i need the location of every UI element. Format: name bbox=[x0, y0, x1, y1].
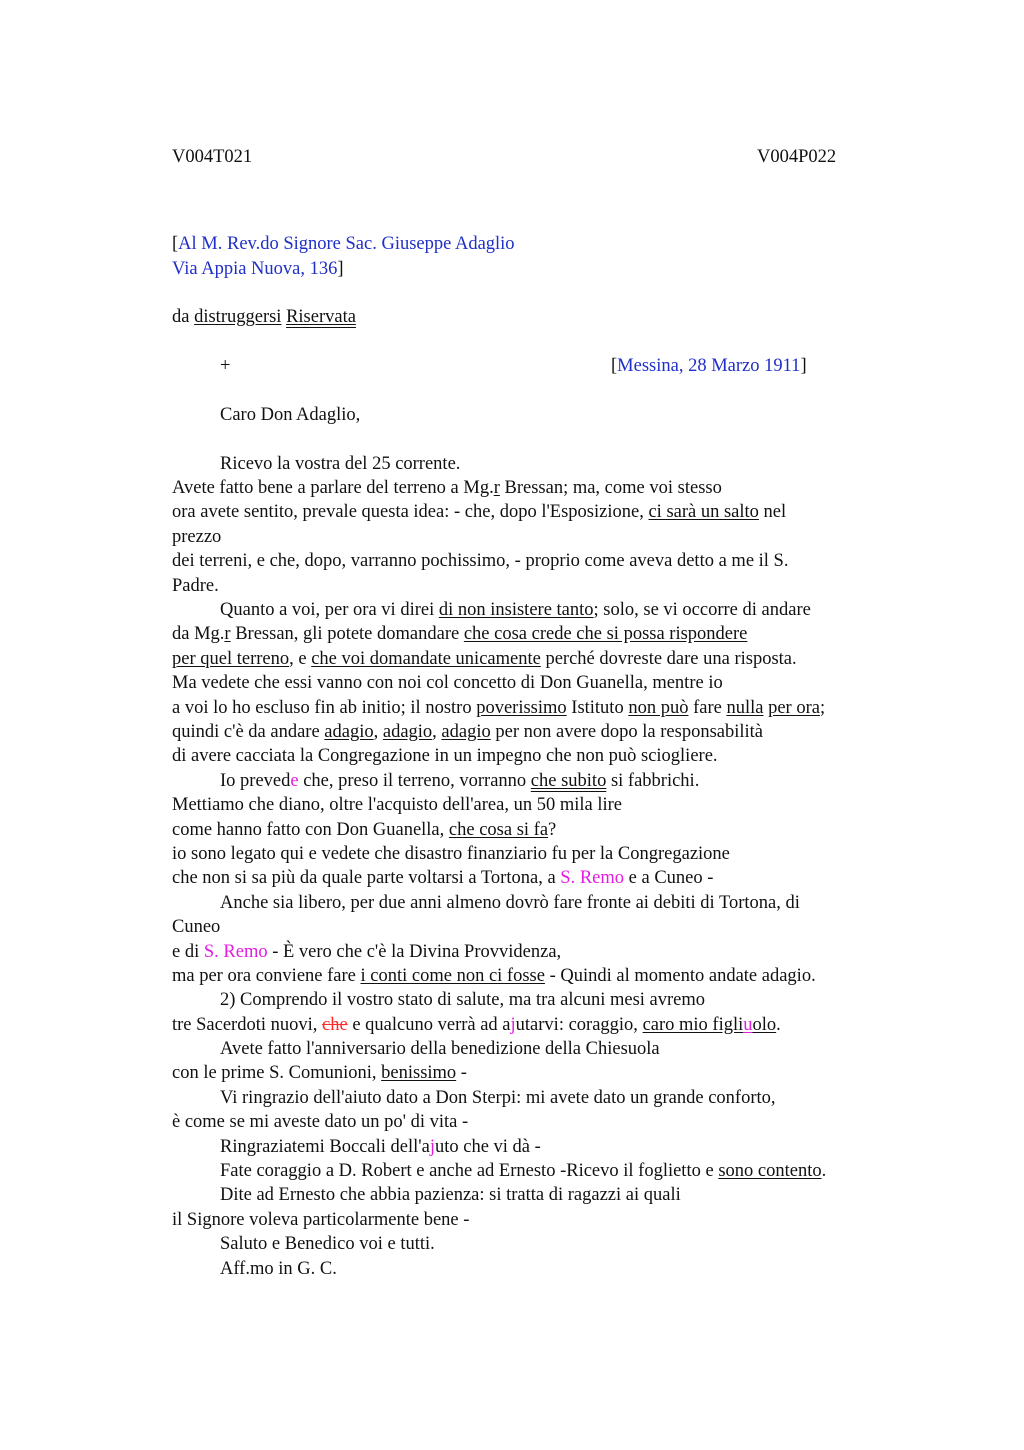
text-line: e bbox=[290, 770, 299, 791]
text-line: Fate coraggio a D. Robert e anche ad Ernesto -Ricevo il foglietto e bbox=[220, 1161, 719, 1182]
text-line: di non insistere tanto bbox=[438, 600, 594, 621]
text-line: a voi lo ho escluso fin ab initio; il nostro bbox=[172, 697, 477, 718]
letter-body bbox=[172, 452, 912, 1281]
date-place bbox=[611, 354, 807, 378]
text-line: utarvi: coraggio, bbox=[515, 1014, 643, 1035]
text-line: e a Cuneo - bbox=[624, 868, 714, 889]
text-line: , e bbox=[289, 648, 312, 669]
text-line: S. Remo bbox=[560, 868, 625, 889]
text-line: Quanto a voi, per ora vi direi bbox=[220, 600, 439, 621]
text-line: per ora bbox=[768, 697, 820, 718]
text-line: Avete fatto l'anniversario della benedizione della Chiesuola bbox=[220, 1039, 660, 1060]
text-line: sono contento bbox=[718, 1161, 822, 1182]
text-line: che, preso il terreno, vorranno bbox=[298, 770, 531, 791]
text-line: ] bbox=[337, 258, 344, 279]
text-line: Ma vedete che essi vanno con noi col concetto di Don Guanella, mentre io bbox=[172, 673, 723, 694]
text-line: r bbox=[224, 624, 231, 645]
text-line: con le prime S. Comunioni, bbox=[172, 1063, 382, 1084]
text-line: si fabbrichi. bbox=[606, 770, 700, 791]
text-line: j bbox=[510, 1014, 516, 1035]
text-line: ] bbox=[800, 356, 807, 377]
text-line: r bbox=[493, 478, 500, 499]
text-line: benissimo bbox=[381, 1063, 457, 1084]
text-line: Ricevo la vostra del 25 corrente. bbox=[220, 453, 461, 474]
text-line: Bressan; ma, come voi stesso bbox=[499, 478, 722, 499]
text-line: dei terreni, e che, dopo, varranno pochissimo, - proprio come aveva detto a me il S. bbox=[172, 551, 789, 572]
text-line: che subito bbox=[530, 770, 607, 791]
text-line: quindi c'è da andare bbox=[172, 721, 325, 742]
text-line: che bbox=[322, 1014, 348, 1035]
text-line: da Mg. bbox=[172, 624, 225, 645]
text-line: io sono legato qui e vedete che disastro finanziario fu per la Congregazione bbox=[172, 843, 730, 864]
text-line: Al M. Rev.do Signore Sac. Giuseppe Adaglio bbox=[178, 234, 515, 255]
text-line: da bbox=[172, 307, 195, 328]
text-line: poverissimo bbox=[476, 697, 567, 718]
text-line: tre Sacerdoti nuovi, bbox=[172, 1014, 323, 1035]
left-code: V004T021 bbox=[172, 147, 253, 167]
text-line: Io preved bbox=[220, 770, 291, 791]
text-line: - bbox=[456, 1063, 467, 1084]
text-line: uto che vi dà - bbox=[434, 1136, 541, 1157]
text-line: distruggersi bbox=[194, 307, 282, 328]
text-line: [ bbox=[611, 356, 618, 377]
text-line: Istituto bbox=[566, 697, 629, 718]
text-line: Riservata bbox=[286, 307, 356, 328]
address-line-1 bbox=[172, 232, 912, 256]
dateline bbox=[172, 354, 912, 378]
text-line: . bbox=[776, 1014, 781, 1035]
text-line: - È vero che c'è la Divina Provvidenza, bbox=[267, 941, 562, 962]
text-line: come hanno fatto con Don Guanella, bbox=[172, 819, 449, 840]
document-codes bbox=[172, 145, 912, 169]
text-line: . bbox=[821, 1161, 827, 1182]
text-line: ; solo, se vi occorre di andare bbox=[593, 600, 811, 621]
text-line: e di bbox=[172, 941, 204, 962]
text-line: che cosa crede che si possa rispondere bbox=[463, 624, 748, 645]
text-line: per quel terreno bbox=[172, 648, 290, 669]
text-line: per non avere dopo la responsabilità bbox=[490, 721, 764, 742]
text-line: i conti come non ci fosse bbox=[360, 965, 545, 986]
text-line: Dite ad Ernesto che abbia pazienza: si tratta di ragazzi ai quali bbox=[220, 1185, 681, 1206]
text-line: che non si sa più da quale parte voltarsi a Tortona, a bbox=[172, 868, 561, 889]
text-line: j bbox=[429, 1136, 435, 1157]
text-line: adagio bbox=[324, 721, 374, 742]
text-line: ; bbox=[819, 697, 826, 718]
text-line: il Signore voleva particolarmente bene - bbox=[172, 1209, 470, 1230]
text-line: Via Appia Nuova, 136 bbox=[172, 258, 338, 279]
text-line: perché dovreste dare una risposta. bbox=[540, 648, 797, 669]
text-line: che voi domandate unicamente bbox=[311, 648, 541, 669]
text-line: Vi ringrazio dell'aiuto dato a Don Sterpi: mi avete dato un grande conforto, bbox=[220, 1087, 776, 1108]
text-line: [ bbox=[172, 234, 179, 255]
text-line: prezzo bbox=[172, 526, 222, 547]
text-line: e qualcuno verrà ad a bbox=[347, 1014, 511, 1035]
letter-page bbox=[172, 145, 912, 1281]
text-line: nulla bbox=[726, 697, 764, 718]
text-line: non può bbox=[628, 697, 689, 718]
text-line: Saluto e Benedico voi e tutti. bbox=[220, 1234, 435, 1255]
text-line: ma per ora conviene fare bbox=[172, 965, 361, 986]
text-line: ora avete sentito, prevale questa idea: - che, dopo l'Esposizione, bbox=[172, 502, 649, 523]
text-line: u bbox=[743, 1014, 753, 1035]
text-line: ? bbox=[548, 819, 557, 840]
closing: Aff.mo in G. C. bbox=[220, 1258, 337, 1279]
text-line: adagio bbox=[441, 721, 491, 742]
text-line: Cuneo bbox=[172, 917, 221, 938]
text-line: , bbox=[373, 721, 383, 742]
text-line: è come se mi aveste dato un po' di vita - bbox=[172, 1112, 469, 1133]
text-line: Mettiamo che diano, oltre l'acquisto dell'area, un 50 mila lire bbox=[172, 795, 623, 816]
text-line: ci sarà un salto bbox=[648, 502, 759, 523]
text-line: di avere cacciata la Congregazione in un impegno che non può sciogliere. bbox=[172, 746, 718, 767]
text-line: che cosa si fa bbox=[448, 819, 549, 840]
text-line: S. Remo bbox=[203, 941, 268, 962]
text-line: - Quindi al momento andate adagio. bbox=[544, 965, 816, 986]
text-line: fare bbox=[688, 697, 727, 718]
text-line: caro mio figli bbox=[642, 1014, 744, 1035]
text-line: nel bbox=[758, 502, 787, 523]
text-line: Ringraziatemi Boccali dell'a bbox=[220, 1136, 430, 1157]
text-line: olo bbox=[752, 1014, 777, 1035]
reserved-note bbox=[172, 305, 912, 329]
text-line: , bbox=[432, 721, 442, 742]
text-line: 2) Comprendo il vostro stato di salute, ma tra alcuni mesi avremo bbox=[220, 990, 706, 1011]
salutation: Caro Don Adaglio, bbox=[220, 404, 361, 425]
text-line: Anche sia libero, per due anni almeno dovrò fare fronte ai debiti di Tortona, di bbox=[220, 892, 800, 913]
right-code: V004P022 bbox=[757, 147, 837, 167]
text-line: Padre. bbox=[172, 575, 219, 596]
cross-mark: + bbox=[220, 356, 231, 377]
text-line: adagio bbox=[382, 721, 433, 742]
text-line: Messina, 28 Marzo 1911 bbox=[617, 356, 801, 377]
text-line: Bressan, gli potete domandare bbox=[230, 624, 464, 645]
address-line-2 bbox=[172, 257, 912, 281]
text-line: Avete fatto bene a parlare del terreno a Mg. bbox=[172, 478, 494, 499]
